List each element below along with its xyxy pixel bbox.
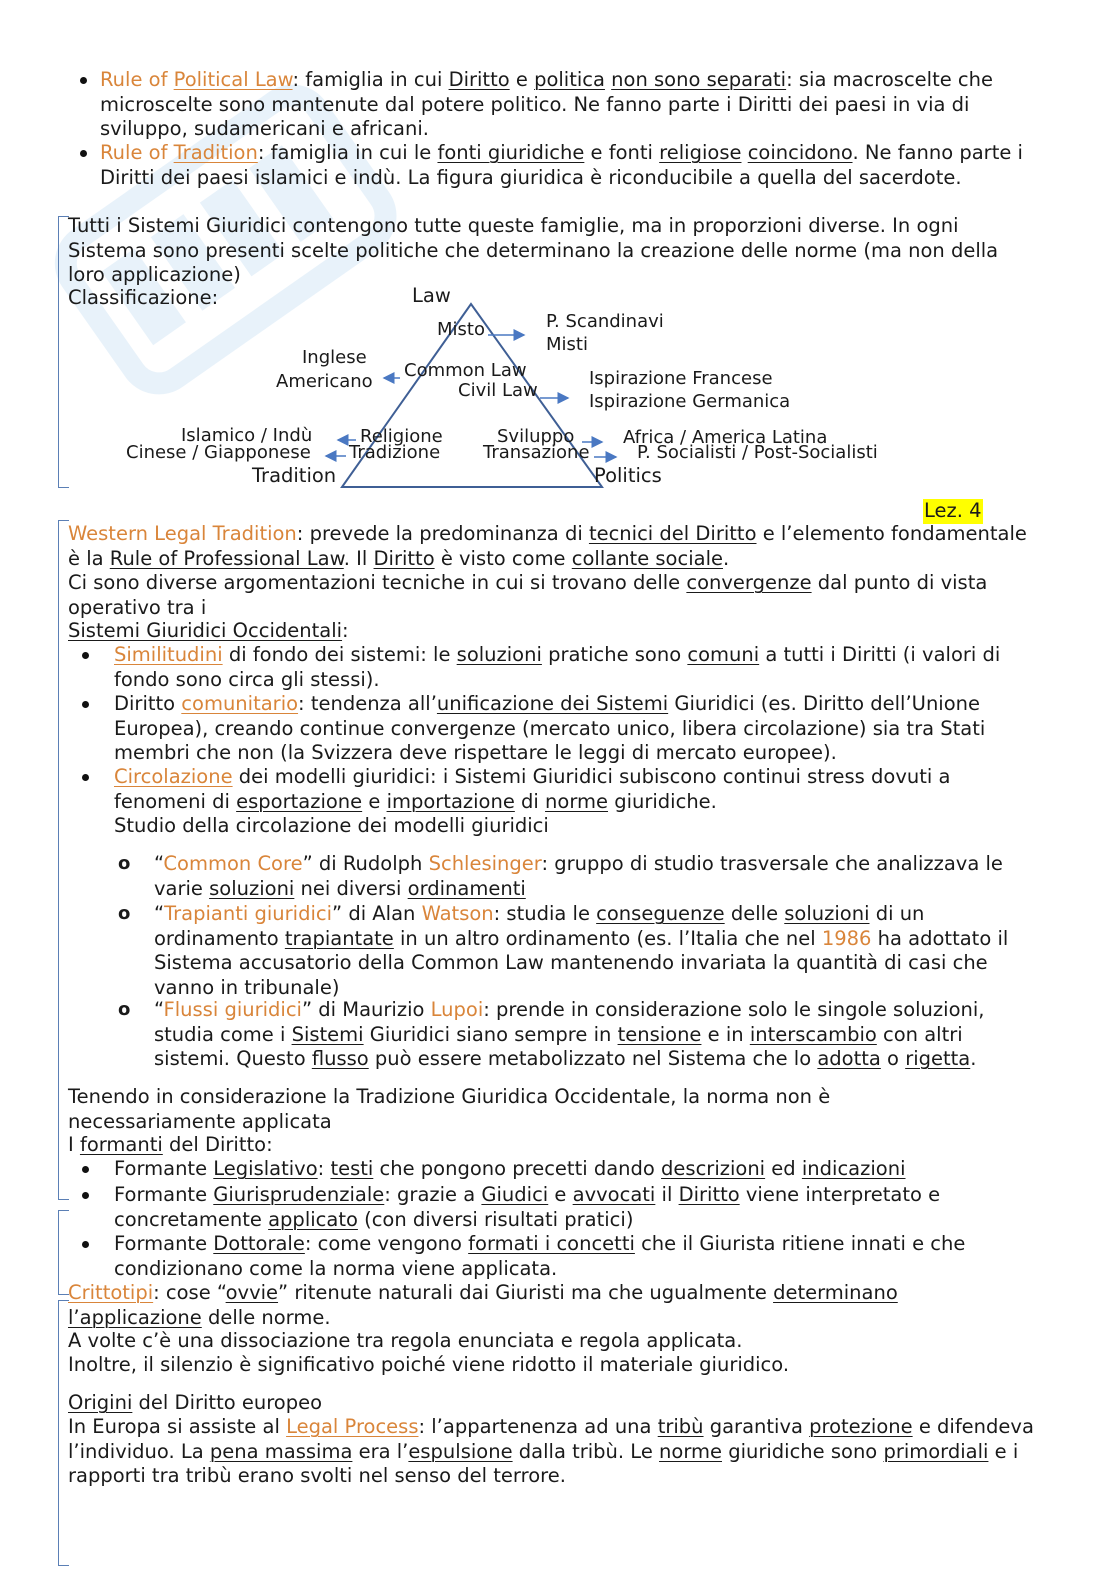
- diagram-label-americano: Americano: [276, 371, 373, 392]
- diagram-label-religione: Religione: [360, 426, 443, 447]
- paragraph-convergenze: Ci sono diverse argomentazioni tecniche in cui si trovano delle convergenze dal punto di vista operativo tra i: [68, 571, 988, 619]
- list-item: [80, 68, 1040, 142]
- diagram-label-civil-law: Civil Law: [458, 380, 538, 401]
- diagram-label-socialisti: P. Socialisti / Post-Socialisti: [637, 442, 878, 463]
- paragraph-crittotipi: Crittotipi: cose “ovvie” ritenute naturali dai Giuristi ma che ugualmente determinano l’applicazione delle norme.: [68, 1281, 898, 1329]
- diagram-label-germanica: Ispirazione Germanica: [589, 391, 791, 412]
- diagram-label-islamico: Islamico / Indù: [181, 425, 313, 446]
- formante-dottorale-text: Formante Dottorale: come vengono formati i concetti che il Giurista ritiene innati e che condizionano come la norma viene applicata.: [114, 1232, 966, 1280]
- circolazione-text: Circolazione dei modelli giuridici: i Sistemi Giuridici subiscono continui stress dovuti a fenomeni di esportazione e importazione di norme giuridiche. Studio della circolazione dei modelli giuridici: [114, 765, 951, 837]
- diagram-label-transazione: Transazione: [483, 442, 590, 463]
- diagram-label-misti: Misti: [546, 334, 588, 355]
- common-core-text: “Common Core” di Rudolph Schlesinger: gruppo di studio trasversale che analizzava le varie soluzioni nei diversi ordinamenti: [154, 852, 1003, 900]
- list-item: [80, 1157, 1040, 1182]
- list-item: [80, 692, 1040, 766]
- margin-bracket: [58, 520, 59, 1200]
- list-item: [80, 141, 1040, 190]
- sub-list-item: o “Flussi giuridici” di Maurizio Lupoi: prende in considerazione solo le singole soluzioni, studia come i Sistemi Giuridici siano sempre in tensione e in interscambio con altri sistemi. Questo flusso può essere metabolizzato nel Sistema che lo adotta o rigetta.: [118, 998, 1038, 1072]
- similitudini-text: Similitudini di fondo dei sistemi: le soluzioni pratiche sono comuni a tutti i Diritti (i valori di fondo sono circa gli stessi).: [114, 643, 1001, 691]
- diagram-label-common-law: Common Law: [404, 360, 527, 381]
- heading-formanti: I formanti del Diritto:: [68, 1133, 273, 1156]
- trapianti-text: “Trapianti giuridici” di Alan Watson: studia le conseguenze delle soluzioni di un ordinamento trapiantate in un altro ordinamento (es. l’Italia che nel 1986 ha adottato il Sistema accusatorio della Common Law mantenendo invariata la quantità di casi che vanno in tribunale): [154, 902, 1009, 999]
- paragraph-western-legal-tradition: Western Legal Tradition: prevede la predominanza di tecnici del Diritto e l’elemento fondamentale è la Rule of Professional Law. Il Diritto è visto come collante sociale.: [68, 522, 1027, 570]
- diagram-label-law: Law: [412, 284, 451, 307]
- diagram-label-cinese: Cinese / Giapponese: [126, 442, 311, 463]
- diagram-label-tradition: Tradition: [252, 464, 337, 487]
- list-item: [80, 1183, 1040, 1232]
- paragraph-europa: In Europa si assiste al Legal Process: l’appartenenza ad una tribù garantiva protezione e difendeva l’individuo. La pena massima era l’espulsione dalla tribù. Le norme giuridiche sono primordiali e i rapporti tra tribù erano svolti nel senso del terrore.: [68, 1415, 1034, 1487]
- margin-bracket: [58, 1210, 59, 1295]
- diagram-label-africa: Africa / America Latina: [623, 427, 828, 448]
- paragraph-tenendo: Tenendo in considerazione la Tradizione Giuridica Occidentale, la norma non è necessariamente applicata: [68, 1085, 831, 1133]
- list-item: [80, 765, 1040, 839]
- margin-bracket: [58, 1300, 59, 1566]
- diritto-comunitario-text: Diritto comunitario: tendenza all’unificazione dei Sistemi Giuridici (es. Diritto dell’Unione Europea), creando continue convergenze (mercato unico, libera circolazione) sia tra Stati membri che non (la Svizzera deve rispettare le leggi di mercato europee).: [114, 692, 986, 764]
- diagram-label-scandinavi: P. Scandinavi: [546, 311, 664, 332]
- rule-political-law-text: Rule of Political Law: famiglia in cui Diritto e politica non sono separati: sia macroscelte che microscelte sono mantenute dal potere politico. Ne fanno parte i Diritti dei paesi in via di sviluppo, sudamericani e africani.: [100, 68, 994, 140]
- formante-legislativo-text: Formante Legislativo: testi che pongono precetti dando descrizioni ed indicazioni: [114, 1157, 906, 1180]
- sub-list-item: o “Common Core” di Rudolph Schlesinger: gruppo di studio trasversale che analizzava le varie soluzioni nei diversi ordinamenti: [118, 852, 1038, 901]
- heading-origini: Origini del Diritto europeo: [68, 1391, 323, 1414]
- diagram-label-misto: Misto: [437, 319, 485, 340]
- formante-giurisprudenziale-text: Formante Giurisprudenziale: grazie a Giudici e avvocati il Diritto viene interpretato e concretamente applicato (con diversi risultati pratici): [114, 1183, 941, 1231]
- heading-sistemi-giuridici: Sistemi Giuridici Occidentali:: [68, 619, 349, 642]
- diagram-label-tradizione: Tradizione: [349, 442, 441, 463]
- classificazione-label: Classificazione:: [68, 286, 219, 309]
- diagram-label-inglese: Inglese: [302, 347, 367, 368]
- paragraph-inoltre: Inoltre, il silenzio è significativo poiché viene ridotto il materiale giuridico.: [68, 1353, 790, 1376]
- rule-tradition-text: Rule of Tradition: famiglia in cui le fonti giuridiche e fonti religiose coincidono. Ne fanno parte i Diritti dei paesi islamici e indù. La figura giuridica è riconducibile a quella del sacerdote.: [100, 141, 1023, 189]
- flussi-text: “Flussi giuridici” di Maurizio Lupoi: prende in considerazione solo le singole soluzioni, studia come i Sistemi Giuridici siano sempre in tensione e in interscambio con altri sistemi. Questo flusso può essere metabolizzato nel Sistema che lo adotta o rigetta.: [154, 998, 985, 1070]
- diagram-label-francese: Ispirazione Francese: [589, 368, 773, 389]
- paragraph-a-volte: A volte c’è una dissociazione tra regola enunciata e regola applicata.: [68, 1329, 743, 1352]
- lesson-tag: Lez. 4: [924, 499, 982, 522]
- diagram-label-sviluppo: Sviluppo: [497, 426, 575, 447]
- diagram-label-politics: Politics: [594, 464, 662, 487]
- paragraph-tutti: Tutti i Sistemi Giuridici contengono tutte queste famiglie, ma in proporzioni diverse. In ogni Sistema sono presenti scelte politiche che determinano la creazione delle norme (ma non della loro applicazione): [68, 214, 999, 286]
- list-item: [80, 643, 1040, 692]
- list-item: [80, 1232, 1040, 1281]
- sub-list-item: o “Trapianti giuridici” di Alan Watson: studia le conseguenze delle soluzioni di un ordinamento trapiantate in un altro ordinamento (es. l’Italia che nel 1986 ha adottato il Sistema accusatorio della Common Law mantenendo invariata la quantità di casi che vanno in tribunale): [118, 902, 1038, 1000]
